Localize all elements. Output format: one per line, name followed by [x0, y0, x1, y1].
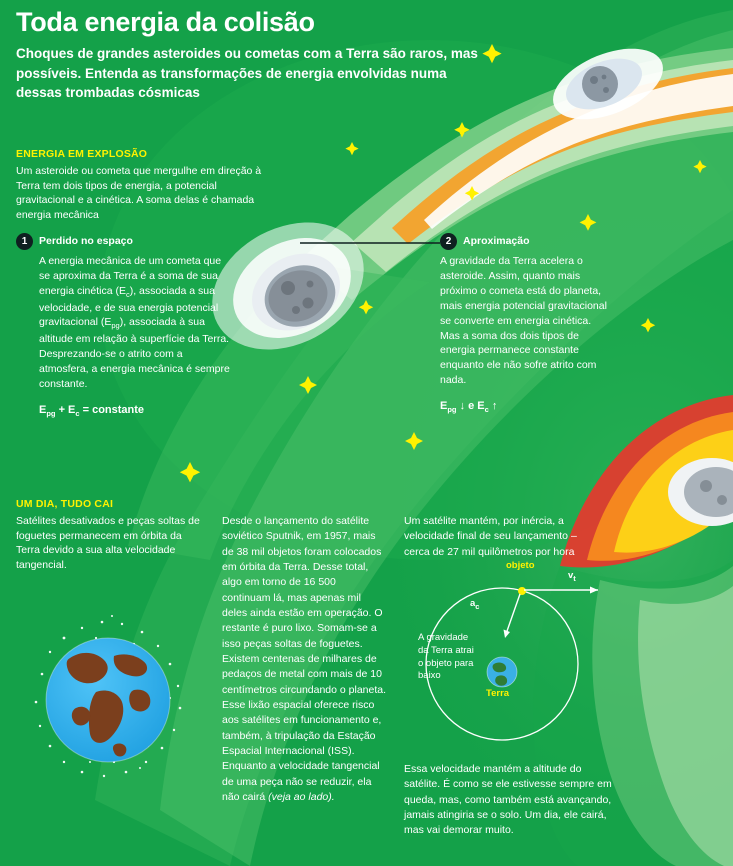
- section-heading-um-dia: UM DIA, TUDO CAI: [16, 498, 114, 510]
- bottom-column-2-text: Desde o lançamento do satélite soviético Sputnik, em 1957, mais de 38 mil objetos foram colocados em órbita da Terra. Desse total, algo em torno de 16 500 continuam lá, mas apenas mil deles ainda estão em operação. O restante é puro lixo. Somam-se a isso peças soltas de foguetes. Existem centenas de milhares de pedaços de metal com mais de 10 centímetros circundando o planeta. Esse lixão espacial oferece risco aos satélites em funcionamento e, também, à tripulação da Estação Espacial Internacional (ISS). Enquanto a velocidade tangencial de uma peça não se reduzir, ela não cairá: [222, 515, 387, 803]
- connector-line: [300, 242, 440, 244]
- section-energia-em-explosao: [16, 148, 278, 223]
- step-2-text: A gravidade da Terra acelera o asteroide. Assim, quanto mais próximo o cometa está do planeta, mais energia potencial gravitacional se converte em energia cinética. Mas a soma dos dois tipos de energia permanece constante enquanto ele não sofre atrito com nada.: [440, 255, 607, 387]
- step-1-formula: $E_{pg} + E_c$ = constante: [39, 403, 145, 418]
- orbit-label-vt: $v_t$: [568, 570, 576, 583]
- step-1-title: Perdido no espaço: [39, 235, 133, 247]
- satellite-object: [518, 587, 526, 595]
- page-subtitle: Choques de grandes asteroides ou cometas com a Terra são raros, mas possíveis. Entenda as transformações de energia envolvidas numa dessas trombadas cósmicas: [16, 46, 478, 101]
- step-1-text: A energia mecânica de um cometa que se aproxima da Terra é a soma de sua energia cinética $(E_c)$, associada a sua velocidade, e de sua energia potencial gravitacional $(E_{pg})$, associada à sua altitude em relação à superfície da Terra. Desprezando-se o atrito com a atmosfera, a energia mecânica é sempre constante.: [39, 255, 230, 390]
- section-um-dia-tudo-cai: [16, 498, 206, 573]
- earth-illustration: [30, 612, 190, 792]
- step-2-number: 2: [440, 233, 457, 250]
- bottom-column-3b: Essa velocidade mantém a altitude do satélite. É como se ele estivesse sempre em queda, mas, como também está avançando, jamais atingiria se o solo. Um dia, ele cairá, mas vai demorar muito.: [404, 763, 612, 837]
- section-heading: ENERGIA EM EXPLOSÃO: [16, 148, 148, 160]
- step-2-formula: $E_{pg}$ ↓ e $E_c$ ↑: [440, 400, 498, 415]
- step-2: [440, 234, 612, 414]
- step-1-number: 1: [16, 233, 33, 250]
- orbit-label-gravity: A gravidade da Terra atrai o objeto para baixo: [418, 632, 474, 682]
- orbit-label-ac: $a_c$: [470, 598, 480, 611]
- section-body: Um asteroide ou cometa que mergulhe em direção à Terra tem dois tipos de energia, a potencial gravitacional e a cinética. A soma delas é chamada energia mecânica: [16, 165, 262, 222]
- section-body-um-dia: Satélites desativados e peças soltas de foguetes permanecem em órbita da Terra devido a sua alta velocidade tangencial.: [16, 515, 200, 572]
- step-1: [16, 234, 231, 418]
- bottom-column-2-italic: (veja ao lado).: [268, 790, 335, 803]
- orbit-diagram: [400, 560, 610, 760]
- bottom-column-3: Um satélite mantém, por inércia, a velocidade final de seu lançamento – cerca de 27 mil quilômetros por hora: [404, 515, 577, 558]
- page-title: Toda energia da colisão: [16, 7, 315, 37]
- orbit-label-terra: Terra: [486, 688, 510, 699]
- bottom-column-2: [222, 514, 387, 805]
- step-2-title: Aproximação: [463, 235, 530, 247]
- orbit-label-objeto: objeto: [506, 560, 535, 571]
- header: [16, 8, 486, 103]
